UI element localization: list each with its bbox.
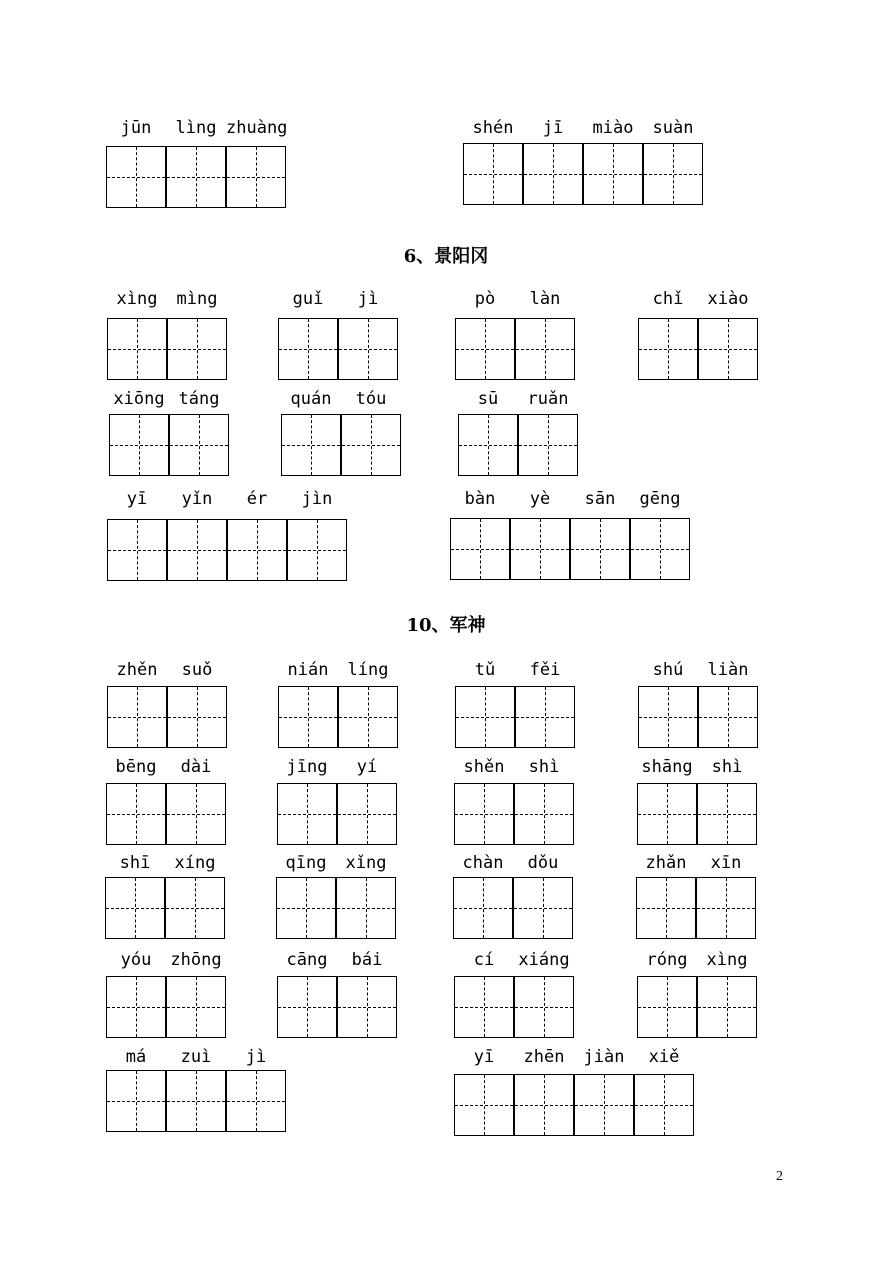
tianzige-writing-box[interactable] [634, 1074, 694, 1136]
tianzige-writing-box[interactable] [276, 877, 336, 939]
tianzige-writing-box[interactable] [167, 318, 227, 380]
tianzige-writing-box[interactable] [450, 518, 510, 580]
tianzige-writing-box[interactable] [513, 877, 573, 939]
tianzige-writing-box[interactable] [463, 143, 523, 205]
pinyin-label: shì [528, 757, 560, 777]
section-heading-junshen: 10、军神 [406, 615, 486, 636]
tianzige-writing-box[interactable] [583, 143, 643, 205]
pinyin-label: róng [646, 950, 688, 970]
tianzige-writing-box[interactable] [338, 318, 398, 380]
pinyin-label: xìng [116, 289, 158, 309]
pinyin-label: jì [357, 289, 379, 309]
pinyin-label: xīn [710, 853, 742, 873]
tianzige-writing-box[interactable] [453, 877, 513, 939]
pinyin-label: shì [711, 757, 743, 777]
pinyin-label: jūn [120, 118, 152, 138]
pinyin-label: shī [119, 853, 151, 873]
tianzige-writing-box[interactable] [287, 519, 347, 581]
tianzige-writing-box[interactable] [630, 518, 690, 580]
pinyin-label: jì [245, 1047, 267, 1067]
pinyin-label: mìng [176, 289, 218, 309]
pinyin-label: chǐ [652, 289, 684, 309]
tianzige-writing-box[interactable] [169, 414, 229, 476]
tianzige-writing-box[interactable] [696, 877, 756, 939]
tianzige-writing-box[interactable] [515, 686, 575, 748]
tianzige-writing-box[interactable] [454, 976, 514, 1038]
tianzige-writing-box[interactable] [523, 143, 583, 205]
pinyin-label: gēng [639, 489, 681, 509]
pinyin-label: fěi [529, 660, 561, 680]
tianzige-writing-box[interactable] [510, 518, 570, 580]
tianzige-writing-box[interactable] [167, 686, 227, 748]
tianzige-writing-box[interactable] [106, 783, 166, 845]
section-heading-jingyanggang: 6、景阳冈 [403, 246, 489, 267]
tianzige-writing-box[interactable] [570, 518, 630, 580]
pinyin-label: yóu [120, 950, 152, 970]
pinyin-label: shú [652, 660, 684, 680]
pinyin-label: làn [529, 289, 561, 309]
pinyin-label: dài [180, 757, 212, 777]
tianzige-writing-box[interactable] [106, 146, 166, 208]
tianzige-writing-box[interactable] [109, 414, 169, 476]
pinyin-label: cāng [286, 950, 328, 970]
pinyin-label: jī [542, 118, 564, 138]
tianzige-writing-box[interactable] [454, 1074, 514, 1136]
tianzige-writing-box[interactable] [166, 783, 226, 845]
tianzige-writing-box[interactable] [338, 686, 398, 748]
pinyin-label: bēng [115, 757, 157, 777]
tianzige-writing-box[interactable] [166, 146, 226, 208]
tianzige-writing-box[interactable] [637, 976, 697, 1038]
tianzige-writing-box[interactable] [337, 783, 397, 845]
pinyin-label: liàn [707, 660, 749, 680]
pinyin-label: zhēn [523, 1047, 565, 1067]
pinyin-label: xǐng [345, 853, 387, 873]
tianzige-writing-box[interactable] [643, 143, 703, 205]
pinyin-label: yī [126, 489, 148, 509]
pinyin-label: sū [477, 389, 499, 409]
tianzige-writing-box[interactable] [697, 783, 757, 845]
tianzige-writing-box[interactable] [514, 1074, 574, 1136]
pinyin-label: xiōng [113, 389, 165, 409]
tianzige-writing-box[interactable] [167, 519, 227, 581]
tianzige-writing-box[interactable] [574, 1074, 634, 1136]
pinyin-label: má [125, 1047, 147, 1067]
pinyin-label: lìng [175, 118, 217, 138]
pinyin-label: guǐ [292, 289, 324, 309]
tianzige-writing-box[interactable] [455, 318, 515, 380]
tianzige-writing-box[interactable] [278, 686, 338, 748]
tianzige-writing-box[interactable] [698, 686, 758, 748]
pinyin-label: tǔ [474, 660, 496, 680]
pinyin-label: suàn [652, 118, 694, 138]
pinyin-label: xìng [706, 950, 748, 970]
pinyin-label: yǐn [181, 489, 213, 509]
tianzige-writing-box[interactable] [698, 318, 758, 380]
pinyin-label: qīng [285, 853, 327, 873]
pinyin-label: jìn [301, 489, 333, 509]
pinyin-label: ér [246, 489, 268, 509]
pinyin-label: yī [473, 1047, 495, 1067]
tianzige-writing-box[interactable] [636, 877, 696, 939]
tianzige-writing-box[interactable] [336, 877, 396, 939]
tianzige-writing-box[interactable] [227, 519, 287, 581]
tianzige-writing-box[interactable] [107, 519, 167, 581]
pinyin-label: zhǎn [645, 853, 687, 873]
pinyin-label: zuì [180, 1047, 212, 1067]
pinyin-label: táng [178, 389, 220, 409]
pinyin-label: xiě [648, 1047, 680, 1067]
pinyin-label: xiào [707, 289, 749, 309]
pinyin-label: bàn [464, 489, 496, 509]
tianzige-writing-box[interactable] [278, 318, 338, 380]
pinyin-label: chàn [462, 853, 504, 873]
tianzige-writing-box[interactable] [458, 414, 518, 476]
tianzige-writing-box[interactable] [105, 877, 165, 939]
pinyin-label: nián [287, 660, 329, 680]
tianzige-writing-box[interactable] [514, 976, 574, 1038]
pinyin-label: sān [584, 489, 616, 509]
pinyin-label: shěn [463, 757, 505, 777]
pinyin-label: dǒu [527, 853, 559, 873]
pinyin-label: ruǎn [527, 389, 569, 409]
tianzige-writing-box[interactable] [226, 1070, 286, 1132]
pinyin-label: líng [347, 660, 389, 680]
tianzige-writing-box[interactable] [697, 976, 757, 1038]
pinyin-label: tóu [355, 389, 387, 409]
page-number: 2 [776, 1169, 783, 1184]
pinyin-label: zhěn [116, 660, 158, 680]
pinyin-label: bái [351, 950, 383, 970]
tianzige-writing-box[interactable] [637, 783, 697, 845]
tianzige-writing-box[interactable] [455, 686, 515, 748]
pinyin-label: yè [529, 489, 551, 509]
tianzige-writing-box[interactable] [107, 318, 167, 380]
tianzige-writing-box[interactable] [515, 318, 575, 380]
pinyin-label: zhōng [170, 950, 222, 970]
tianzige-writing-box[interactable] [281, 414, 341, 476]
tianzige-writing-box[interactable] [454, 783, 514, 845]
tianzige-writing-box[interactable] [638, 318, 698, 380]
tianzige-writing-box[interactable] [514, 783, 574, 845]
pinyin-label: pò [474, 289, 496, 309]
pinyin-label: shāng [641, 757, 693, 777]
pinyin-label: jīng [286, 757, 328, 777]
pinyin-label: suǒ [181, 660, 213, 680]
tianzige-writing-box[interactable] [165, 877, 225, 939]
tianzige-writing-box[interactable] [106, 1070, 166, 1132]
tianzige-writing-box[interactable] [166, 1070, 226, 1132]
pinyin-label: cí [473, 950, 495, 970]
pinyin-label: miào [592, 118, 634, 138]
pinyin-label: yí [356, 757, 378, 777]
tianzige-writing-box[interactable] [107, 686, 167, 748]
tianzige-writing-box[interactable] [341, 414, 401, 476]
tianzige-writing-box[interactable] [518, 414, 578, 476]
tianzige-writing-box[interactable] [277, 976, 337, 1038]
pinyin-label: zhuàng [226, 118, 288, 138]
tianzige-writing-box[interactable] [226, 146, 286, 208]
pinyin-label: quán [290, 389, 332, 409]
tianzige-writing-box[interactable] [277, 783, 337, 845]
tianzige-writing-box[interactable] [106, 976, 166, 1038]
pinyin-label: jiàn [583, 1047, 625, 1067]
tianzige-writing-box[interactable] [166, 976, 226, 1038]
tianzige-writing-box[interactable] [638, 686, 698, 748]
pinyin-label: xíng [174, 853, 216, 873]
tianzige-writing-box[interactable] [337, 976, 397, 1038]
pinyin-label: shén [472, 118, 514, 138]
pinyin-label: xiáng [518, 950, 570, 970]
